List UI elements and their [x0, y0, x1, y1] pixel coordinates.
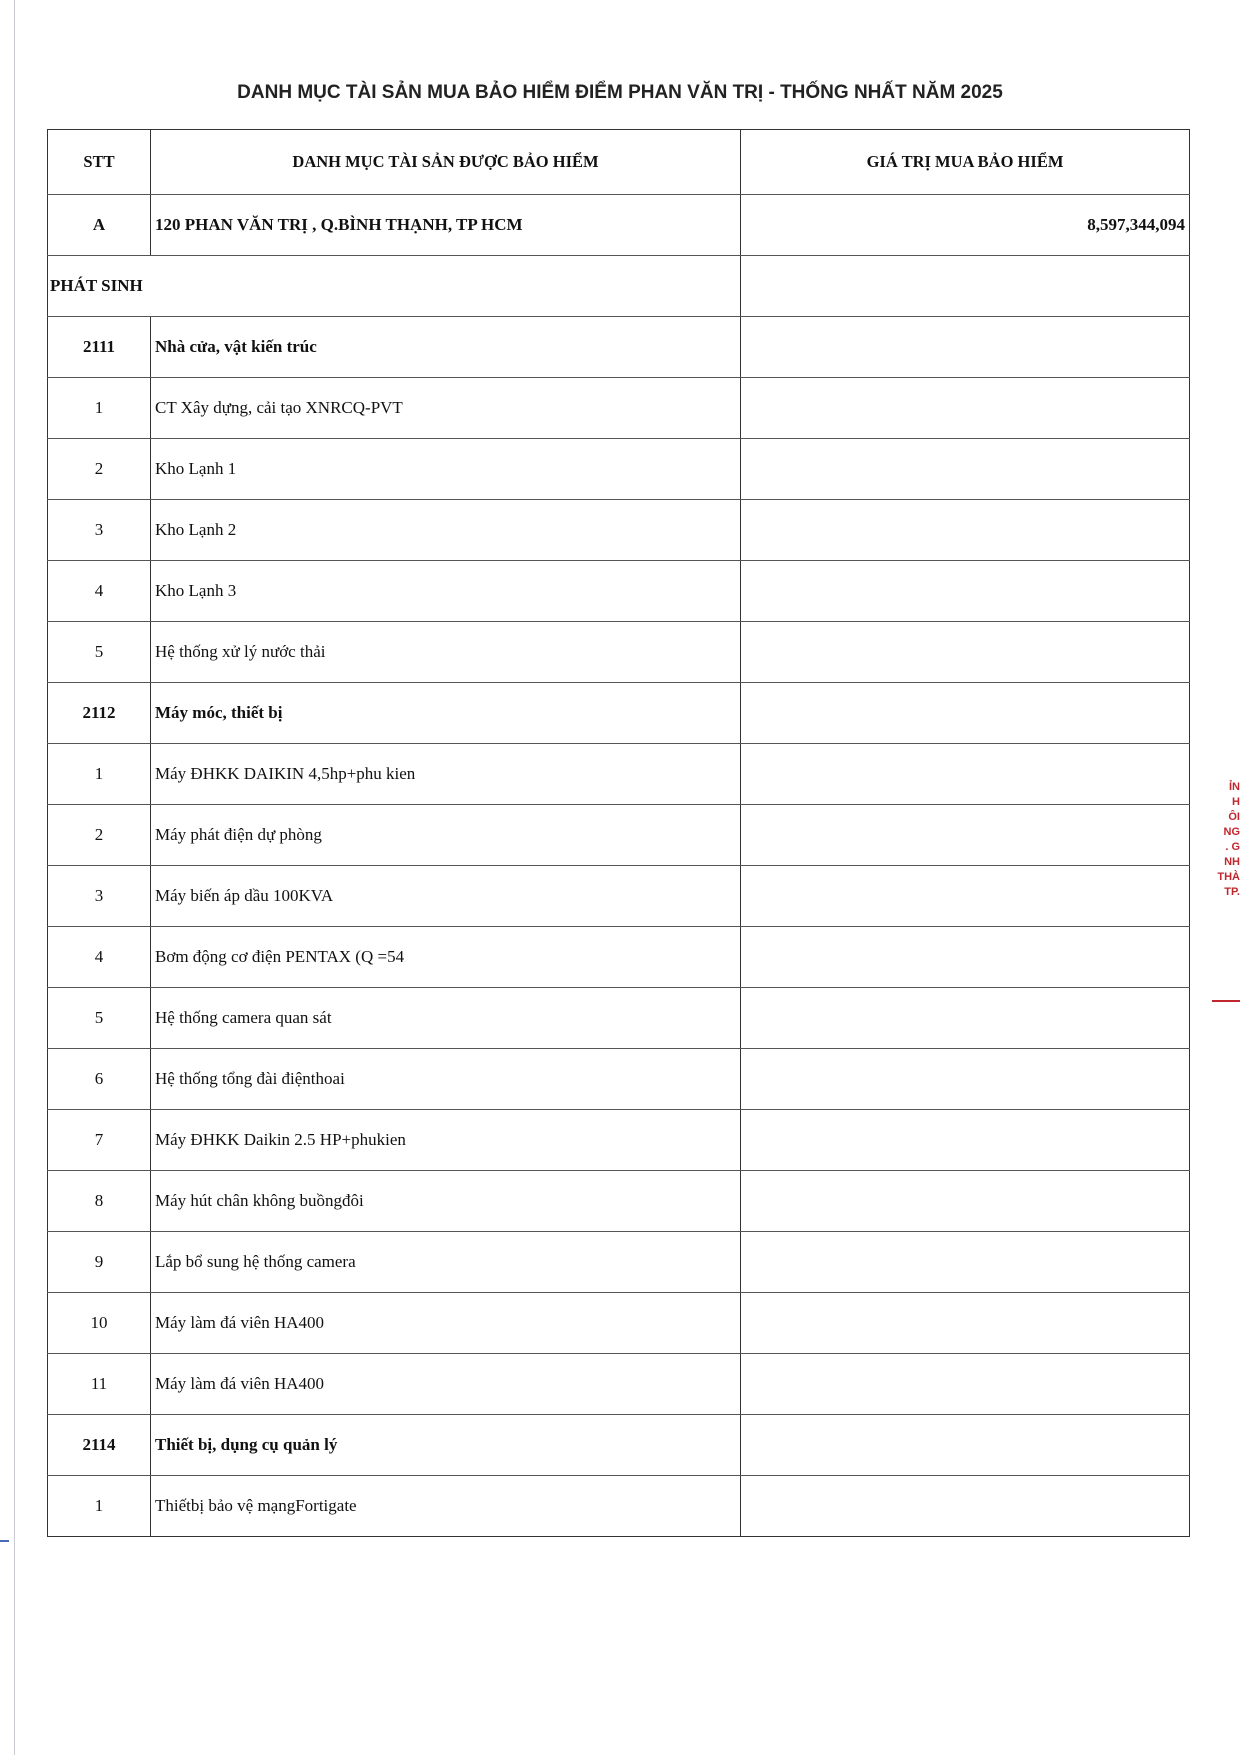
item-value	[741, 1171, 1190, 1232]
table-row	[48, 1049, 1190, 1110]
stamp-line: ỈN	[1229, 781, 1240, 793]
item-value	[741, 988, 1190, 1049]
group-row	[48, 317, 1190, 378]
table-row	[48, 927, 1190, 988]
item-value	[741, 1354, 1190, 1415]
group-name: Thiết bị, dụng cụ quản lý	[151, 1415, 741, 1476]
header-insured-value: GIÁ TRỊ MUA BẢO HIỂM	[741, 130, 1190, 195]
table-row	[48, 1232, 1190, 1293]
item-stt: 2	[48, 805, 151, 866]
section-label: PHÁT SINH	[48, 256, 741, 317]
item-name: Máy phát điện dự phòng	[151, 805, 741, 866]
table-row	[48, 1110, 1190, 1171]
item-value	[741, 500, 1190, 561]
group-code: 2112	[48, 683, 151, 744]
stamp-underline	[1212, 1000, 1240, 1002]
stamp-line: NG	[1223, 826, 1240, 838]
table-row	[48, 1171, 1190, 1232]
table-row	[48, 378, 1190, 439]
group-value	[741, 1415, 1190, 1476]
item-name: Máy ĐHKK DAIKIN 4,5hp+phu kien	[151, 744, 741, 805]
item-value	[741, 439, 1190, 500]
item-stt: 4	[48, 927, 151, 988]
stamp-line: THÀ	[1217, 871, 1240, 883]
table-row	[48, 1476, 1190, 1537]
item-name: Hệ thống camera quan sát	[151, 988, 741, 1049]
site-name: 120 PHAN VĂN TRỊ , Q.BÌNH THẠNH, TP HCM	[151, 195, 741, 256]
item-value	[741, 805, 1190, 866]
item-value	[741, 1293, 1190, 1354]
table-row	[48, 866, 1190, 927]
table-row	[48, 988, 1190, 1049]
item-name: Kho Lạnh 3	[151, 561, 741, 622]
section-value	[741, 256, 1190, 317]
item-stt: 1	[48, 378, 151, 439]
scan-margin-mark	[0, 1540, 9, 1542]
item-value	[741, 561, 1190, 622]
table-header-row	[48, 130, 1190, 195]
table-row	[48, 805, 1190, 866]
table-row	[48, 744, 1190, 805]
item-stt: 5	[48, 622, 151, 683]
item-name: Kho Lạnh 2	[151, 500, 741, 561]
group-value	[741, 683, 1190, 744]
item-value	[741, 866, 1190, 927]
document-title: DANH MỤC TÀI SẢN MUA BẢO HIỂM ĐIỂM PHAN VĂN TRỊ - THỐNG NHẤT NĂM 2025	[237, 82, 1003, 103]
item-stt: 2	[48, 439, 151, 500]
stamp-line: ÔI	[1228, 811, 1240, 823]
item-stt: 4	[48, 561, 151, 622]
item-stt: 10	[48, 1293, 151, 1354]
group-code: 2111	[48, 317, 151, 378]
group-row	[48, 683, 1190, 744]
table-row	[48, 561, 1190, 622]
item-stt: 3	[48, 500, 151, 561]
item-name: Hệ thống tổng đài điệnthoai	[151, 1049, 741, 1110]
item-stt: 6	[48, 1049, 151, 1110]
item-value	[741, 622, 1190, 683]
item-stt: 1	[48, 1476, 151, 1537]
site-stt: A	[48, 195, 151, 256]
header-stt: STT	[48, 130, 151, 195]
item-value	[741, 1049, 1190, 1110]
stamp-line: . G	[1225, 841, 1240, 853]
item-name: Kho Lạnh 1	[151, 439, 741, 500]
item-name: Máy làm đá viên HA400	[151, 1354, 741, 1415]
table-row	[48, 439, 1190, 500]
item-value	[741, 1110, 1190, 1171]
item-value	[741, 1232, 1190, 1293]
item-stt: 9	[48, 1232, 151, 1293]
group-name: Máy móc, thiết bị	[151, 683, 741, 744]
item-value	[741, 1476, 1190, 1537]
stamp-line: H	[1232, 796, 1240, 808]
table-row	[48, 500, 1190, 561]
item-value	[741, 744, 1190, 805]
group-row	[48, 1415, 1190, 1476]
group-value	[741, 317, 1190, 378]
stamp-line: NH	[1224, 856, 1240, 868]
item-name: Máy làm đá viên HA400	[151, 1293, 741, 1354]
insured-asset-table	[47, 129, 1190, 1537]
item-name: Lắp bổ sung hệ thống camera	[151, 1232, 741, 1293]
site-row	[48, 195, 1190, 256]
item-stt: 11	[48, 1354, 151, 1415]
item-name: Máy ĐHKK Daikin 2.5 HP+phukien	[151, 1110, 741, 1171]
site-value: 8,597,344,094	[741, 195, 1190, 256]
table-row	[48, 1354, 1190, 1415]
item-name: Máy biến áp dầu 100KVA	[151, 866, 741, 927]
header-asset-name: DANH MỤC TÀI SẢN ĐƯỢC BẢO HIỂM	[151, 130, 741, 195]
item-stt: 5	[48, 988, 151, 1049]
item-stt: 7	[48, 1110, 151, 1171]
group-code: 2114	[48, 1415, 151, 1476]
item-value	[741, 378, 1190, 439]
scan-page-edge	[14, 0, 15, 1755]
item-name: Bơm động cơ điện PENTAX (Q =54	[151, 927, 741, 988]
item-stt: 1	[48, 744, 151, 805]
item-value	[741, 927, 1190, 988]
table-row	[48, 1293, 1190, 1354]
section-row	[48, 256, 1190, 317]
group-name: Nhà cửa, vật kiến trúc	[151, 317, 741, 378]
item-name: Hệ thống xử lý nước thải	[151, 622, 741, 683]
item-name: CT Xây dựng, cải tạo XNRCQ-PVT	[151, 378, 741, 439]
stamp-line: TP.	[1224, 886, 1240, 898]
red-seal-stamp-fragment	[1212, 780, 1240, 1000]
item-name: Máy hút chân không buồngđôi	[151, 1171, 741, 1232]
item-name: Thiếtbị bảo vệ mạngFortigate	[151, 1476, 741, 1537]
table-row	[48, 622, 1190, 683]
item-stt: 3	[48, 866, 151, 927]
item-stt: 8	[48, 1171, 151, 1232]
